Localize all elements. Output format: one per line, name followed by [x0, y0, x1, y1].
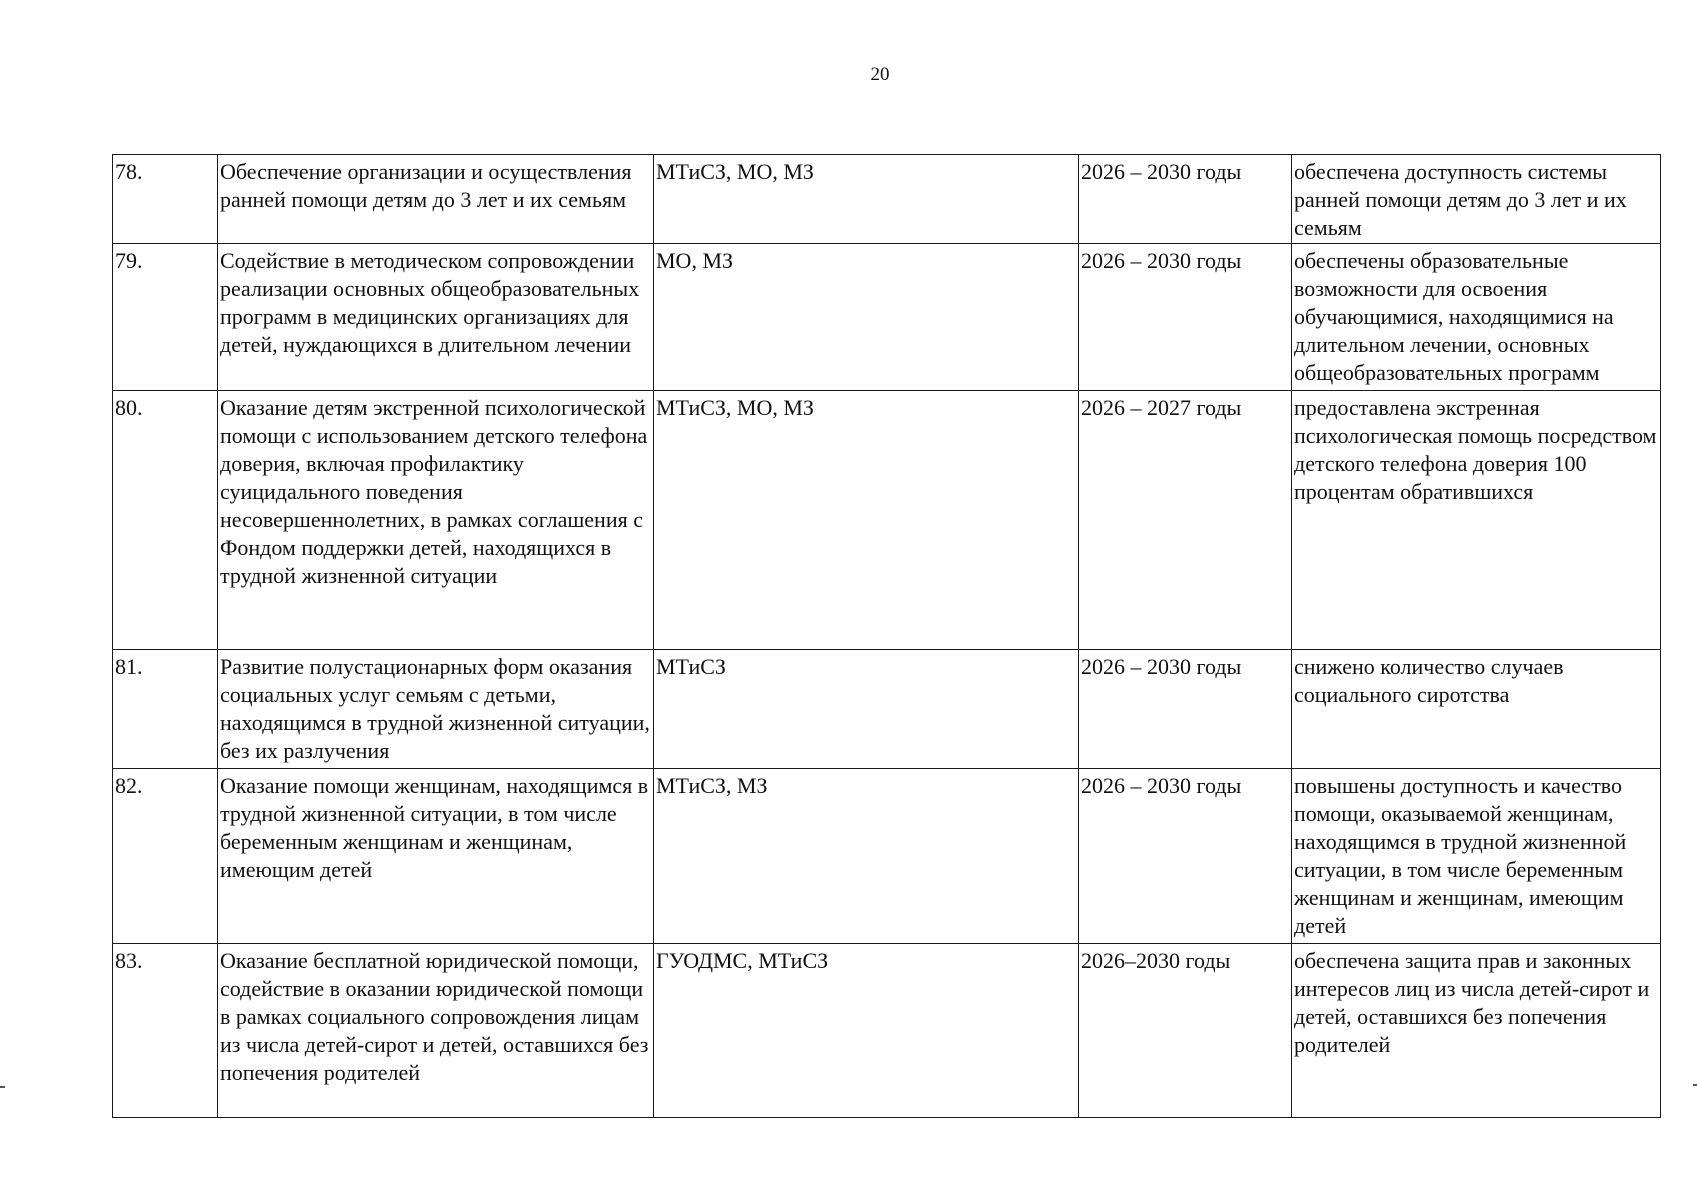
item-number: 79.: [113, 244, 218, 391]
term: 2026–2030 годы: [1079, 944, 1292, 1118]
table-row: [113, 769, 1661, 944]
item-number: 78.: [113, 155, 218, 244]
action-description: Содействие в методическом сопровождении реализации основных общеобразовательных программ в медицинских организациях для детей, нуждающихся в длительном лечении: [218, 244, 654, 391]
table-row: [113, 944, 1661, 1118]
action-description: Оказание бесплатной юридической помощи, содействие в оказании юридической помощи в рамках социального сопровождения лицам из числа детей-сирот и детей, оставшихся без попечения родителей: [218, 944, 654, 1118]
action-description: Обеспечение организации и осуществления ранней помощи детям до 3 лет и их семьям: [218, 155, 654, 244]
expected-result: обеспечены образовательные возможности для освоения обучающимися, находящимися на длительном лечении, основных общеобразовательных программ: [1292, 244, 1661, 391]
executors: МТиСЗ, МО, МЗ: [654, 391, 1079, 650]
expected-result: повышены доступность и качество помощи, оказываемой женщинам, находящимся в трудной жизненной ситуации, в том числе беременным женщинам и женщинам, имеющим детей: [1292, 769, 1661, 944]
term: 2026 – 2030 годы: [1079, 244, 1292, 391]
action-description: Оказание помощи женщинам, находящимся в трудной жизненной ситуации, в том числе беременным женщинам и женщинам, имеющим детей: [218, 769, 654, 944]
plan-table: [112, 154, 1661, 1118]
table-row: [113, 155, 1661, 244]
expected-result: снижено количество случаев социального сиротства: [1292, 650, 1661, 769]
table-row: [113, 650, 1661, 769]
scan-margin-mark: [1693, 1084, 1697, 1086]
table-row: [113, 244, 1661, 391]
term: 2026 – 2030 годы: [1079, 769, 1292, 944]
scan-margin-mark: [0, 1086, 5, 1088]
item-number: 83.: [113, 944, 218, 1118]
term: 2026 – 2030 годы: [1079, 650, 1292, 769]
expected-result: предоставлена экстренная психологическая помощь посредством детского телефона доверия 100 процентам обратившихся: [1292, 391, 1661, 650]
item-number: 80.: [113, 391, 218, 650]
expected-result: обеспечена защита прав и законных интересов лиц из числа детей-сирот и детей, оставшихся без попечения родителей: [1292, 944, 1661, 1118]
executors: МО, МЗ: [654, 244, 1079, 391]
executors: ГУОДМС, МТиСЗ: [654, 944, 1079, 1118]
executors: МТиСЗ, МЗ: [654, 769, 1079, 944]
action-description: Оказание детям экстренной психологической помощи с использованием детского телефона доверия, включая профилактику суицидального поведения несовершеннолетних, в рамках соглашения с Фондом поддержки детей, находящихся в трудной жизненной ситуации: [218, 391, 654, 650]
term: 2026 – 2030 годы: [1079, 155, 1292, 244]
executors: МТиСЗ, МО, МЗ: [654, 155, 1079, 244]
item-number: 81.: [113, 650, 218, 769]
action-description: Развитие полустационарных форм оказания социальных услуг семьям с детьми, находящимся в трудной жизненной ситуации, без их разлучения: [218, 650, 654, 769]
term: 2026 – 2027 годы: [1079, 391, 1292, 650]
page-number: 20: [870, 64, 890, 85]
table-row: [113, 391, 1661, 650]
expected-result: обеспечена доступность системы ранней помощи детям до 3 лет и их семьям: [1292, 155, 1661, 244]
executors: МТиСЗ: [654, 650, 1079, 769]
item-number: 82.: [113, 769, 218, 944]
